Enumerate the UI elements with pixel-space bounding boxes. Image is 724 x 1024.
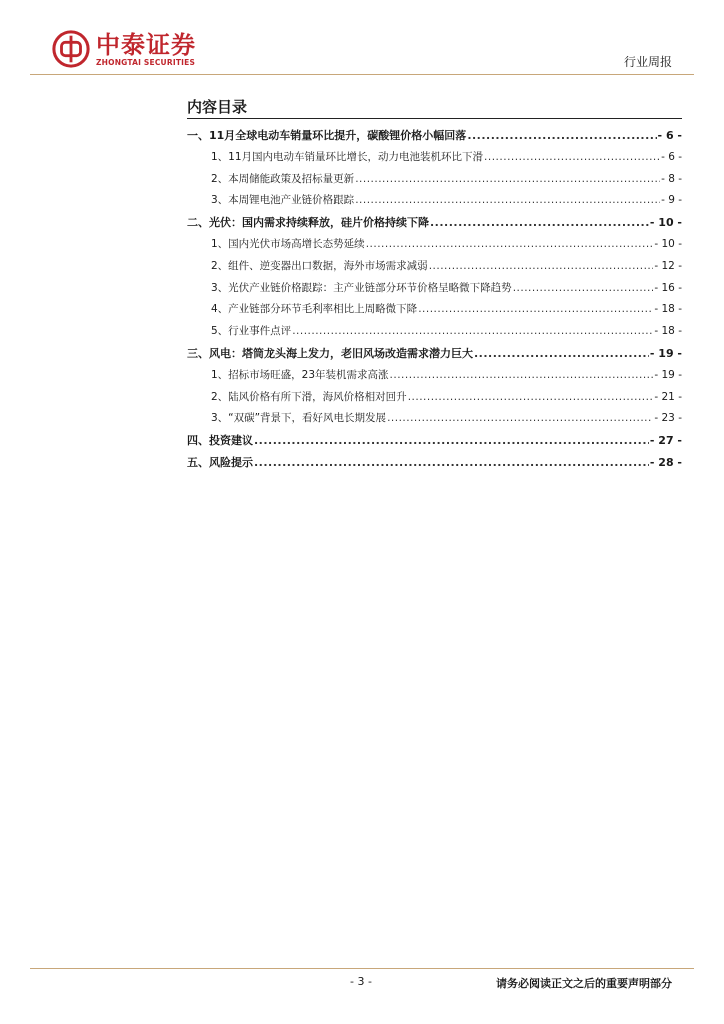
- toc-leader-dots: [513, 282, 654, 294]
- table-of-contents: [187, 127, 682, 476]
- toc-entry-page: - 28 -: [649, 455, 682, 469]
- toc-entry[interactable]: [187, 192, 682, 214]
- toc-entry-text: 2、陆风价格有所下滑，海风价格相对回升: [211, 390, 407, 403]
- toc-entry-text: 四、投资建议: [187, 434, 253, 448]
- toc-entry-page: - 21 -: [654, 390, 682, 403]
- toc-entry-text: 一、11月全球电动车销量环比提升，碳酸锂价格小幅回落: [187, 129, 467, 142]
- toc-entry-text: 1、招标市场旺盛，23年装机需求高涨: [211, 368, 389, 381]
- toc-entry-text: 3、本周锂电池产业链价格跟踪: [211, 194, 355, 207]
- toc-entry[interactable]: [187, 236, 682, 258]
- toc-entry[interactable]: [187, 301, 682, 323]
- logo-english-name: ZHONGTAI SECURITIES: [96, 57, 196, 67]
- toc-entry-text: 3、“双碳”背景下，看好风电长期发展: [211, 412, 387, 425]
- toc-entry-page: - 10 -: [654, 237, 682, 250]
- toc-entry-text: 2、组件、逆变器出口数据，海外市场需求减弱: [211, 259, 428, 272]
- toc-leader-dots: [474, 347, 649, 360]
- company-logo: [52, 30, 196, 68]
- toc-entry-text: 4、产业链部分环节毛利率相比上周略微下降: [211, 303, 418, 316]
- toc-entry-page: - 6 -: [657, 129, 682, 142]
- toc-leader-dots: [408, 391, 654, 403]
- toc-leader-dots: [254, 434, 649, 447]
- toc-leader-dots: [355, 173, 660, 185]
- toc-entry-page: - 19 -: [649, 346, 682, 360]
- toc-leader-dots: [390, 369, 654, 381]
- toc-title: 内容目录: [187, 98, 248, 116]
- toc-entry[interactable]: [187, 454, 682, 476]
- toc-entry[interactable]: [187, 389, 682, 411]
- toc-entry-page: - 10 -: [649, 216, 682, 230]
- toc-leader-dots: [387, 412, 653, 424]
- toc-entry[interactable]: [187, 345, 682, 367]
- toc-entry-text: 3、光伏产业链价格跟踪：主产业链部分环节价格呈略微下降趋势: [211, 281, 512, 294]
- toc-leader-dots: [430, 216, 649, 229]
- toc-entry-text: 5、行业事件点评: [211, 325, 292, 338]
- toc-entry-page: - 9 -: [661, 194, 682, 207]
- toc-entry-page: - 16 -: [654, 281, 682, 294]
- header-divider: [30, 74, 694, 75]
- toc-entry[interactable]: [187, 149, 682, 171]
- toc-entry-text: 二、光伏：国内需求持续释放，硅片价格持续下降: [187, 216, 429, 230]
- toc-entry[interactable]: [187, 171, 682, 193]
- toc-leader-dots: [366, 238, 654, 250]
- toc-entry-page: - 18 -: [654, 303, 682, 316]
- footer-disclaimer: 请务必阅读正文之后的重要声明部分: [496, 977, 672, 990]
- toc-entry-text: 1、11月国内电动车销量环比增长，动力电池装机环比下滑: [211, 150, 484, 163]
- toc-entry-page: - 23 -: [654, 412, 682, 425]
- toc-leader-dots: [467, 129, 656, 142]
- toc-entry-text: 2、本周储能政策及招标量更新: [211, 172, 355, 185]
- toc-entry-page: - 12 -: [654, 259, 682, 272]
- toc-entry[interactable]: [187, 127, 682, 149]
- toc-entry[interactable]: [187, 280, 682, 302]
- zhongtai-logo-icon: [52, 30, 90, 68]
- toc-entry-page: - 6 -: [661, 150, 682, 163]
- footer-divider: [30, 968, 694, 969]
- page-number: - 3 -: [350, 975, 372, 988]
- toc-entry[interactable]: [187, 432, 682, 454]
- toc-entry-text: 五、风险提示: [187, 455, 253, 469]
- toc-entry-text: 三、风电：塔筒龙头海上发力，老旧风场改造需求潜力巨大: [187, 346, 473, 360]
- toc-entry[interactable]: [187, 410, 682, 432]
- toc-entry-text: 1、国内光伏市场高增长态势延续: [211, 237, 365, 250]
- toc-entry-page: - 19 -: [654, 368, 682, 381]
- toc-leader-dots: [418, 303, 653, 315]
- toc-leader-dots: [484, 151, 660, 163]
- toc-leader-dots: [292, 325, 653, 337]
- toc-entry[interactable]: [187, 323, 682, 345]
- toc-entry[interactable]: [187, 258, 682, 280]
- report-type-label: 行业周报: [623, 55, 672, 69]
- toc-entry-page: - 8 -: [661, 172, 682, 185]
- toc-leader-dots: [254, 456, 649, 469]
- toc-leader-dots: [355, 194, 660, 206]
- logo-chinese-name: 中泰证券: [96, 30, 196, 59]
- toc-entry[interactable]: [187, 214, 682, 236]
- toc-entry[interactable]: [187, 367, 682, 389]
- page-header: [0, 0, 724, 80]
- toc-entry-page: - 27 -: [649, 434, 682, 448]
- toc-title-divider: [187, 118, 682, 119]
- toc-leader-dots: [429, 260, 654, 272]
- toc-entry-page: - 18 -: [654, 325, 682, 338]
